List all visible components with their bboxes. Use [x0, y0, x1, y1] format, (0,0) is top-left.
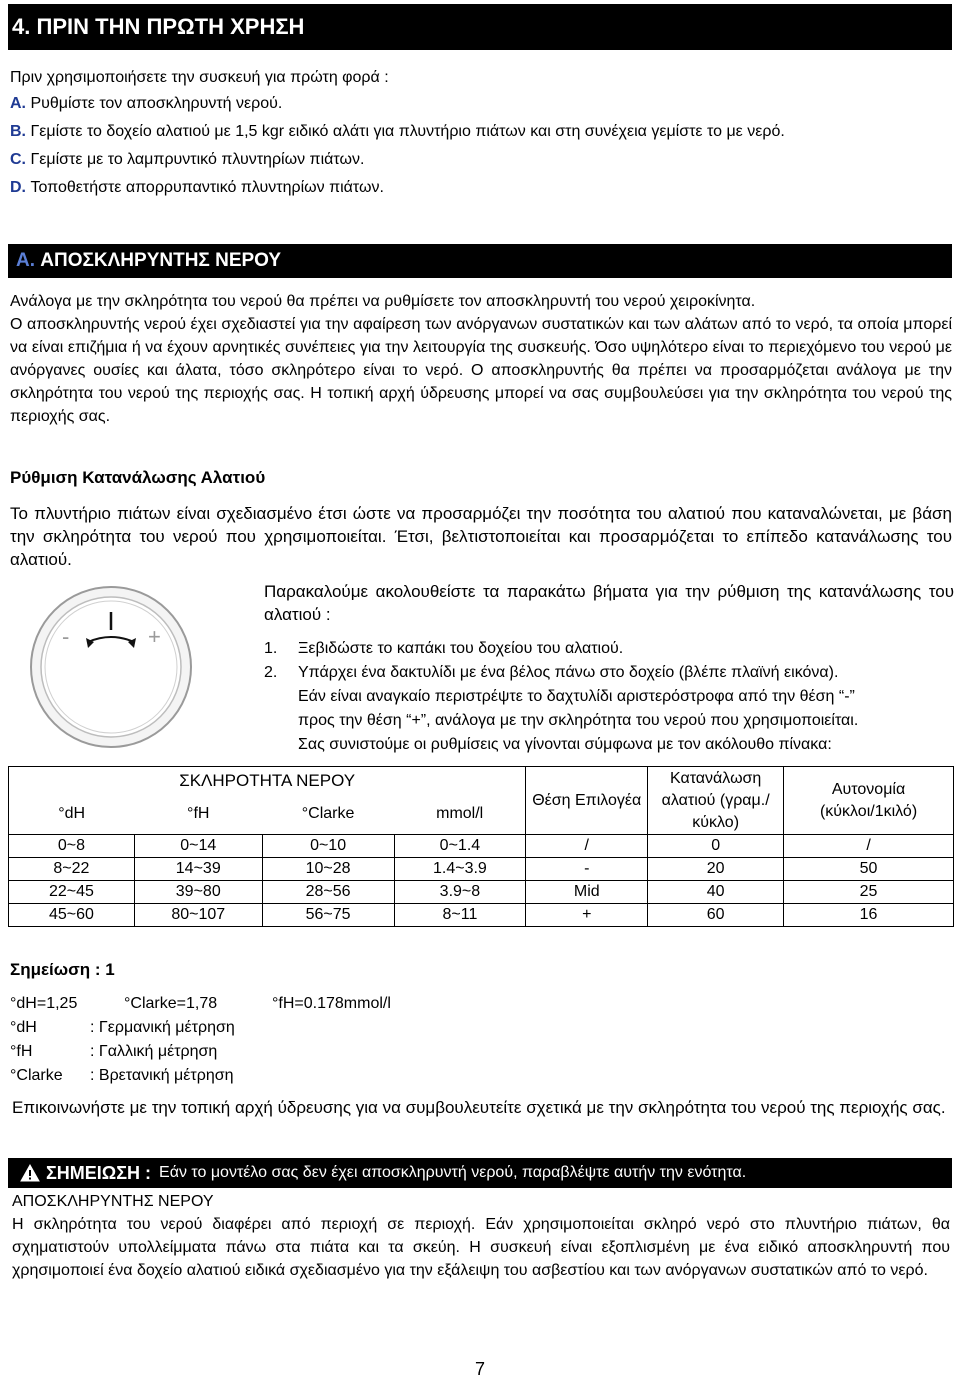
table-cell: 16 [784, 904, 954, 927]
salt-step1-number: 1. [264, 640, 278, 657]
salt-dial-illustration [26, 582, 196, 752]
table-cell: 80~107 [134, 904, 262, 927]
salt-step2-line: προς την θέση “+”, ανάλογα με την σκληρότητα του νερού που χρησιμοποιείται. [298, 712, 859, 729]
table-cell: 14~39 [134, 858, 262, 881]
table-cell: 39~80 [134, 881, 262, 904]
step-text: Γεμίστε το δοχείο αλατιού με 1,5 kgr ειδικό αλάτι για πλυντήριο πιάτων και στη συνέχεια γεμίστε το με νερό. [26, 123, 785, 140]
autonomy-header: Αυτονομία (κύκλοι/1κιλό) [784, 767, 954, 835]
def-desc: : Γαλλική μέτρηση [90, 1043, 218, 1060]
table-cell: 25 [784, 881, 954, 904]
note2-label: ΣΗΜΕΙΩΣΗ : [46, 1163, 152, 1183]
def-term: °Clarke [10, 1067, 63, 1084]
table-cell: / [784, 835, 954, 858]
step-letter: D. [10, 179, 26, 196]
step-letter: C. [10, 151, 26, 168]
softener-paragraph: Ο αποσκληρυντής νερού έχει σχεδιαστεί για την αφαίρεση των ανόργανων συστατικών και των αλάτων από το νερό, τα οποία μπορεί να είναι επιζήμια ή να έχουν αρνητικές συνέπειες για την λειτουργία της συσκευής. Όσο υψηλότερο είναι το περιεχόμενο του νερού με ανόργανες ουσίες και άλατα, τόσο σκληρότερο είναι το νερό. Ο αποσκληρυντής θα πρέπει να προσαρμόζεται ανάλογα με την σκληρότητα του νερού της περιοχής σας. Η τοπική αρχή ύδρευσης μπορεί να σας συμβουλεύσει για την σκληρότητα του νερού της περιοχής σας. [10, 316, 952, 425]
table-cell: Mid [526, 881, 648, 904]
table-cell: 60 [648, 904, 784, 927]
table-cell: 0~14 [134, 835, 262, 858]
salt-paragraph: Το πλυντήριο πιάτων είναι σχεδιασμένο έτσι ώστε να προσαρμόζει την ποσότητα του αλατιού που καταναλώνεται, με βάση την σκληρότητα του νερού που χρησιμοποιείται. Έτσι, βελτιστοποιείται και προσαρμόζεται το επίπεδο κατανάλωσης του αλατιού. [10, 504, 952, 569]
salt-heading: Ρύθμιση Κατανάλωσης Αλατιού [10, 468, 266, 487]
section-title-bar [8, 4, 952, 50]
intro-lead: Πριν χρησιμοποιήσετε την συσκευή για πρώτη φορά : [10, 69, 389, 86]
table-cell: 8~11 [394, 904, 526, 927]
note2-bar [8, 1158, 952, 1188]
softener-bar [8, 244, 952, 278]
consumption-header: Κατανάλωση αλατιού (γραμ./κύκλο) [648, 767, 784, 835]
def-desc: : Γερμανική μέτρηση [90, 1019, 235, 1036]
salt-step2-line: Εάν είναι αναγκαίο περιστρέψτε το δαχτυλίδι αριστερόστροφα από την θέση “-” [298, 688, 855, 705]
table-cell: 3.9~8 [394, 881, 526, 904]
step-letter: A. [10, 95, 26, 112]
salt-step2-line: Υπάρχει ένα δακτυλίδι με ένα βέλος πάνω στο δοχείο (βλέπε πλαϊνή εικόνα). [298, 664, 839, 681]
col-fh: °fH [134, 795, 262, 835]
conversion-fh: °fH=0.178mmol/l [272, 995, 391, 1012]
def-term: °fH [10, 1043, 33, 1060]
dial-plus-label: + [148, 624, 161, 649]
table-row [9, 835, 954, 858]
intro-step-d [10, 176, 384, 199]
note2-subtitle: ΑΠΟΣΚΛΗΡΥΝΤΗΣ ΝΕΡΟΥ [12, 1193, 214, 1210]
contact-paragraph: Επικοινωνήστε με την τοπική αρχή ύδρευσης για να συμβουλευτείτε σχετικά με την σκληρότητα του νερού της περιοχής σας. [12, 1098, 946, 1117]
col-mmol: mmol/l [394, 795, 526, 835]
table-cell: 0~1.4 [394, 835, 526, 858]
table-cell: 8~22 [9, 858, 135, 881]
table-cell: 50 [784, 858, 954, 881]
col-dh: °dH [9, 795, 135, 835]
note1-title: Σημείωση : 1 [10, 960, 115, 979]
table-cell: 45~60 [9, 904, 135, 927]
table-cell: 28~56 [262, 881, 394, 904]
table-cell: 0 [648, 835, 784, 858]
table-cell: 10~28 [262, 858, 394, 881]
table-row [9, 858, 954, 881]
note2-paragraph: Η σκληρότητα του νερού διαφέρει από περιοχή σε περιοχή. Εάν χρησιμοποιείται σκληρό νερό στο πλυντήριο πιάτων, θα σχηματιστούν υπολλείμματα πάνω στα πιάτα και τα σκεύη. Η συσκευή είναι εξοπλισμένη με ένα ειδικό αποσκληρυντή που χρησιμοποιεί ένα δοχείο αλατιού ειδικά σχεδιασμένο για την εξάλειψη του ασβεστίου και των ανόργανων συστατικών από το νερό. [12, 1216, 950, 1279]
table-header-row [9, 767, 954, 795]
table-cell: 40 [648, 881, 784, 904]
step-text: Τοποθετήστε απορρυπαντικό πλυντηρίων πιάτων. [26, 179, 384, 196]
warning-icon [20, 1164, 40, 1182]
salt-instructions-lead: Παρακαλούμε ακολουθείστε τα παρακάτω βήματα για την ρύθμιση της κατανάλωσης του αλατιού : [264, 582, 954, 624]
table-cell: 0~8 [9, 835, 135, 858]
note2-text: Εάν το μοντέλο σας δεν έχει αποσκληρυντή νερού, παραβλέψτε αυτήν την ενότητα. [159, 1164, 747, 1181]
table-cell: 20 [648, 858, 784, 881]
table-cell: 56~75 [262, 904, 394, 927]
water-hardness-table [8, 766, 954, 927]
def-desc: : Βρετανική μέτρηση [90, 1067, 234, 1084]
section-title: 4. ΠΡΙΝ ΤΗΝ ΠΡΩΤΗ ΧΡΗΣΗ [12, 14, 305, 39]
softener-line1: Ανάλογα με την σκληρότητα του νερού θα πρέπει να ρυθμίσετε τον αποσκληρυντή του νερού χειροκίνητα. [10, 293, 756, 310]
col-clarke: °Clarke [262, 795, 394, 835]
intro-step-a [10, 92, 282, 115]
conversion-dh: °dH=1,25 [10, 995, 78, 1012]
table-cell: 1.4~3.9 [394, 858, 526, 881]
intro-step-c [10, 148, 364, 171]
page-number: 7 [474, 1359, 485, 1379]
step-letter: B. [10, 123, 26, 140]
intro-step-b [10, 120, 785, 143]
table-cell: 0~10 [262, 835, 394, 858]
salt-step1-text: Ξεβιδώστε το καπάκι του δοχείου του αλατιού. [298, 640, 624, 657]
table-cell: / [526, 835, 648, 858]
conversion-clarke: °Clarke=1,78 [124, 995, 218, 1012]
salt-step2-line: Σας συνιστούμε οι ρυθμίσεις να γίνονται σύμφωνα με τον ακόλουθο πίνακα: [298, 736, 832, 753]
salt-step2-number: 2. [264, 664, 278, 681]
hardness-group-header: ΣΚΛΗΡΟΤΗΤΑ ΝΕΡΟΥ [9, 767, 526, 795]
def-term: °dH [10, 1019, 37, 1036]
table-cell: 22~45 [9, 881, 135, 904]
dial-minus-label: - [62, 624, 70, 649]
step-text: Ρυθμίστε τον αποσκληρυντή νερού. [26, 95, 283, 112]
table-cell: + [526, 904, 648, 927]
selector-header: Θέση Επιλογέα [526, 767, 648, 835]
softener-bar-letter: A. [16, 250, 35, 271]
table-row [9, 881, 954, 904]
step-text: Γεμίστε με το λαμπρυντικό πλυντηρίων πιάτων. [26, 151, 365, 168]
softener-bar-title: ΑΠΟΣΚΛΗΡΥΝΤΗΣ ΝΕΡΟΥ [35, 250, 282, 271]
table-row [9, 904, 954, 927]
table-cell: - [526, 858, 648, 881]
